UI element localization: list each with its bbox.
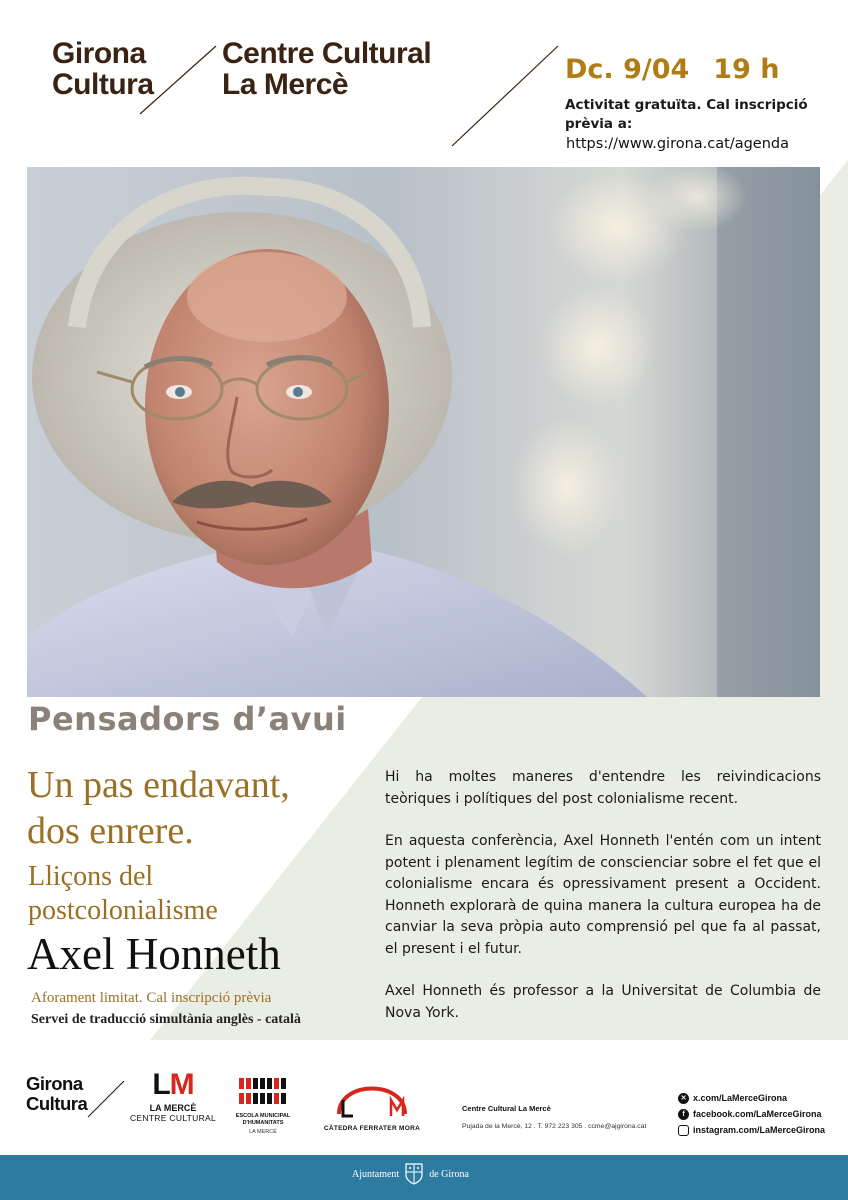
event-date-time — [565, 54, 780, 85]
description-paragraph: Hi ha moltes maneres d'entendre les reivindicacions teòriques i polítiques del post colonialisme recent. — [385, 769, 821, 807]
speaker-portrait-illustration — [27, 167, 820, 697]
venue-line1: Centre Cultural — [222, 37, 432, 70]
facebook-icon: f — [678, 1109, 689, 1120]
speaker-name: Axel Honneth — [27, 929, 281, 979]
cfm-arc-icon — [327, 1070, 417, 1120]
venue-line2: La Mercè — [222, 68, 349, 101]
logo-line1: Girona — [52, 37, 146, 70]
venue-title — [222, 38, 431, 100]
venue-address — [462, 1104, 646, 1130]
la-merce-logo — [118, 1070, 228, 1123]
social-facebook-text: facebook.com/LaMerceGirona — [693, 1109, 822, 1119]
emh-line2: D'HUMANITATS — [242, 1119, 284, 1126]
event-title — [27, 762, 387, 854]
event-date: Dc. 9/04 — [565, 54, 690, 85]
registration-note: Activitat gratuïta. Cal inscripció prèvia a: — [565, 97, 808, 132]
ajuntament-band — [0, 1155, 848, 1200]
lm-monogram-icon: LM — [152, 1068, 194, 1101]
social-instagram-text: instagram.com/LaMerceGirona — [693, 1125, 826, 1135]
header-slash-divider — [450, 44, 560, 148]
capacity-note: Aforament limitat. Cal inscripció prèvia — [31, 990, 272, 1006]
registration-url[interactable]: https://www.girona.cat/agenda — [566, 136, 789, 152]
social-instagram-link[interactable] — [678, 1122, 825, 1138]
social-facebook-link[interactable] — [678, 1106, 825, 1122]
ajuntament-logo — [352, 1163, 469, 1185]
event-description — [385, 767, 821, 1045]
emh-mark-icon — [237, 1074, 289, 1106]
social-x-link[interactable] — [678, 1090, 825, 1106]
footer-logos — [0, 1040, 848, 1155]
lm-label-secondary: CENTRE CULTURAL — [129, 1113, 217, 1123]
title-line1: Un pas endavant, — [27, 764, 290, 806]
emh-line1: ESCOLA MUNICIPAL — [235, 1113, 291, 1119]
description-paragraph: Axel Honneth és professor a la Universitat de Columbia de Nova York. — [385, 983, 821, 1021]
footer-gc-line1: Girona — [26, 1073, 83, 1094]
footer-gc-line2: Cultura — [26, 1093, 88, 1114]
description-paragraph: En aquesta conferència, Axel Honneth l'entén com un intent potent i plenament legítim de conscienciar sobre el fet que el colonialisme encara és opressivament present a Occident. Honneth explorarà de quina manera la cultura europea ha de canviar la seva pròpia auto comprensió pel que fa al passat, el present i el futur. — [385, 833, 821, 957]
coat-of-arms-icon — [405, 1163, 423, 1185]
escola-humanitats-logo — [228, 1074, 298, 1135]
address-name: Centre Cultural La Mercè — [462, 1104, 551, 1113]
emh-text — [228, 1113, 298, 1126]
cfm-label: CÀTEDRA FERRATER MORA — [323, 1125, 421, 1132]
ajuntament-label1: Ajuntament — [352, 1168, 400, 1180]
speaker-photo — [27, 167, 820, 697]
emh-sub: LA MERCÈ — [249, 1129, 277, 1135]
catedra-ferrater-mora-logo — [322, 1070, 422, 1132]
series-title: Pensadors d’avui — [28, 700, 347, 738]
footer-girona-cultura-logo — [26, 1074, 87, 1114]
instagram-icon — [678, 1125, 689, 1136]
address-line: Pujada de la Mercè, 12 . T. 972 223 305 . ccme@ajgirona.cat — [462, 1123, 647, 1130]
logo-line2: Cultura — [52, 68, 154, 101]
subtitle-line2: postcolonialisme — [28, 895, 218, 926]
ajuntament-label2: de Girona — [429, 1168, 469, 1180]
social-links — [678, 1090, 825, 1138]
event-time: 19 h — [713, 54, 780, 85]
lm-label-primary: LA MERCÈ — [149, 1103, 197, 1113]
x-icon: ✕ — [678, 1093, 689, 1104]
logo-slash-divider — [138, 44, 218, 116]
translation-note: Servei de traducció simultània anglès - català — [31, 1012, 301, 1027]
event-subtitle — [28, 860, 388, 928]
title-line2: dos enrere. — [27, 810, 194, 852]
subtitle-line1: Lliçons del — [28, 861, 154, 892]
social-x-text: x.com/LaMerceGirona — [693, 1093, 788, 1103]
